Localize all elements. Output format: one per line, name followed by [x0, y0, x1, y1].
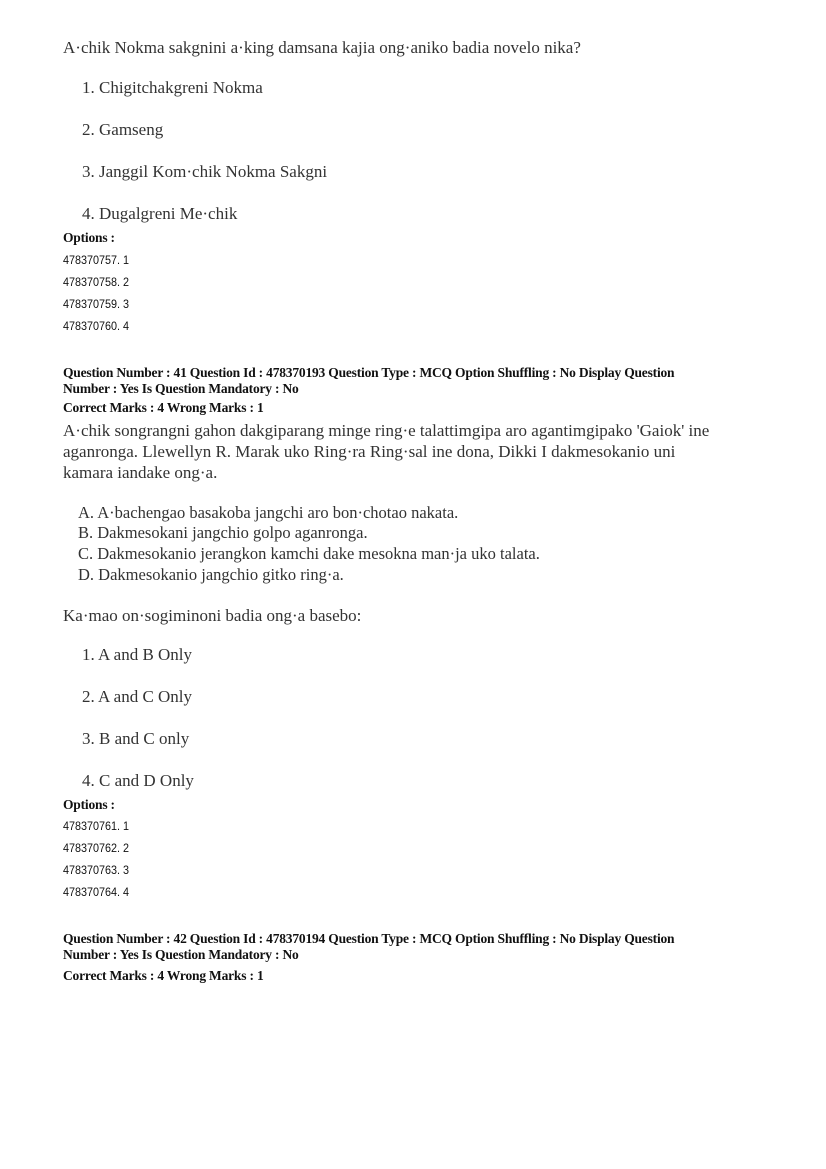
choice: 1. A and B Only	[82, 645, 193, 664]
question-41-marks: Correct Marks : 4 Wrong Marks : 1	[63, 400, 264, 415]
option-id: 478370761. 1	[63, 819, 130, 833]
question-40-text: A·chik Nokma sakgnini a·king damsana kajia ong·aniko badia novelo nika?	[63, 38, 581, 57]
statement: D. Dakmesokanio jangchio gitko ring·a.	[78, 565, 344, 584]
question-41-paragraph: A·chik songrangni gahon dakgiparang minge ring·e talattimgipa aro agantimgipako 'Gaiok' ine	[63, 421, 710, 440]
option-id: 478370764. 4	[63, 885, 130, 899]
question-41-header: Number : Yes Is Question Mandatory : No	[63, 381, 299, 396]
choice: 4. C and D Only	[82, 771, 194, 790]
option-id: 478370760. 4	[63, 319, 130, 333]
choice: 4. Dugalgreni Me·chik	[82, 204, 238, 223]
option-id: 478370762. 2	[63, 841, 130, 855]
option-id: 478370759. 3	[63, 297, 130, 311]
option-id: 478370758. 2	[63, 275, 130, 289]
question-41-paragraph: aganronga. Llewellyn R. Marak uko Ring·ra Ring·sal ine dona, Dikki I dakmesokanio uni	[63, 442, 676, 461]
question-42-header: Number : Yes Is Question Mandatory : No	[63, 947, 299, 962]
choice: 3. B and C only	[82, 729, 190, 748]
question-42-marks: Correct Marks : 4 Wrong Marks : 1	[63, 968, 264, 983]
option-id: 478370763. 3	[63, 863, 130, 877]
question-41-paragraph: kamara iandake ong·a.	[63, 463, 218, 482]
choice: 3. Janggil Kom·chik Nokma Sakgni	[82, 162, 328, 181]
question-42-header: Question Number : 42 Question Id : 478370194 Question Type : MCQ Option Shuffling : No Display Question	[63, 931, 675, 946]
question-41-prompt: Ka·mao on·sogiminoni badia ong·a basebo:	[63, 606, 362, 625]
statement: B. Dakmesokani jangchio golpo aganronga.	[78, 523, 368, 542]
question-41-header: Question Number : 41 Question Id : 478370193 Question Type : MCQ Option Shuffling : No Display Question	[63, 365, 675, 380]
options-label: Options :	[63, 797, 115, 812]
choice: 1. Chigitchakgreni Nokma	[82, 78, 263, 97]
statement: C. Dakmesokanio jerangkon kamchi dake mesokna man·ja uko talata.	[78, 544, 540, 563]
options-label: Options :	[63, 230, 115, 245]
statement: A. A·bachengao basakoba jangchi aro bon·chotao nakata.	[78, 503, 459, 522]
choice: 2. A and C Only	[82, 687, 193, 706]
option-id: 478370757. 1	[63, 253, 130, 267]
choice: 2. Gamseng	[82, 120, 164, 139]
